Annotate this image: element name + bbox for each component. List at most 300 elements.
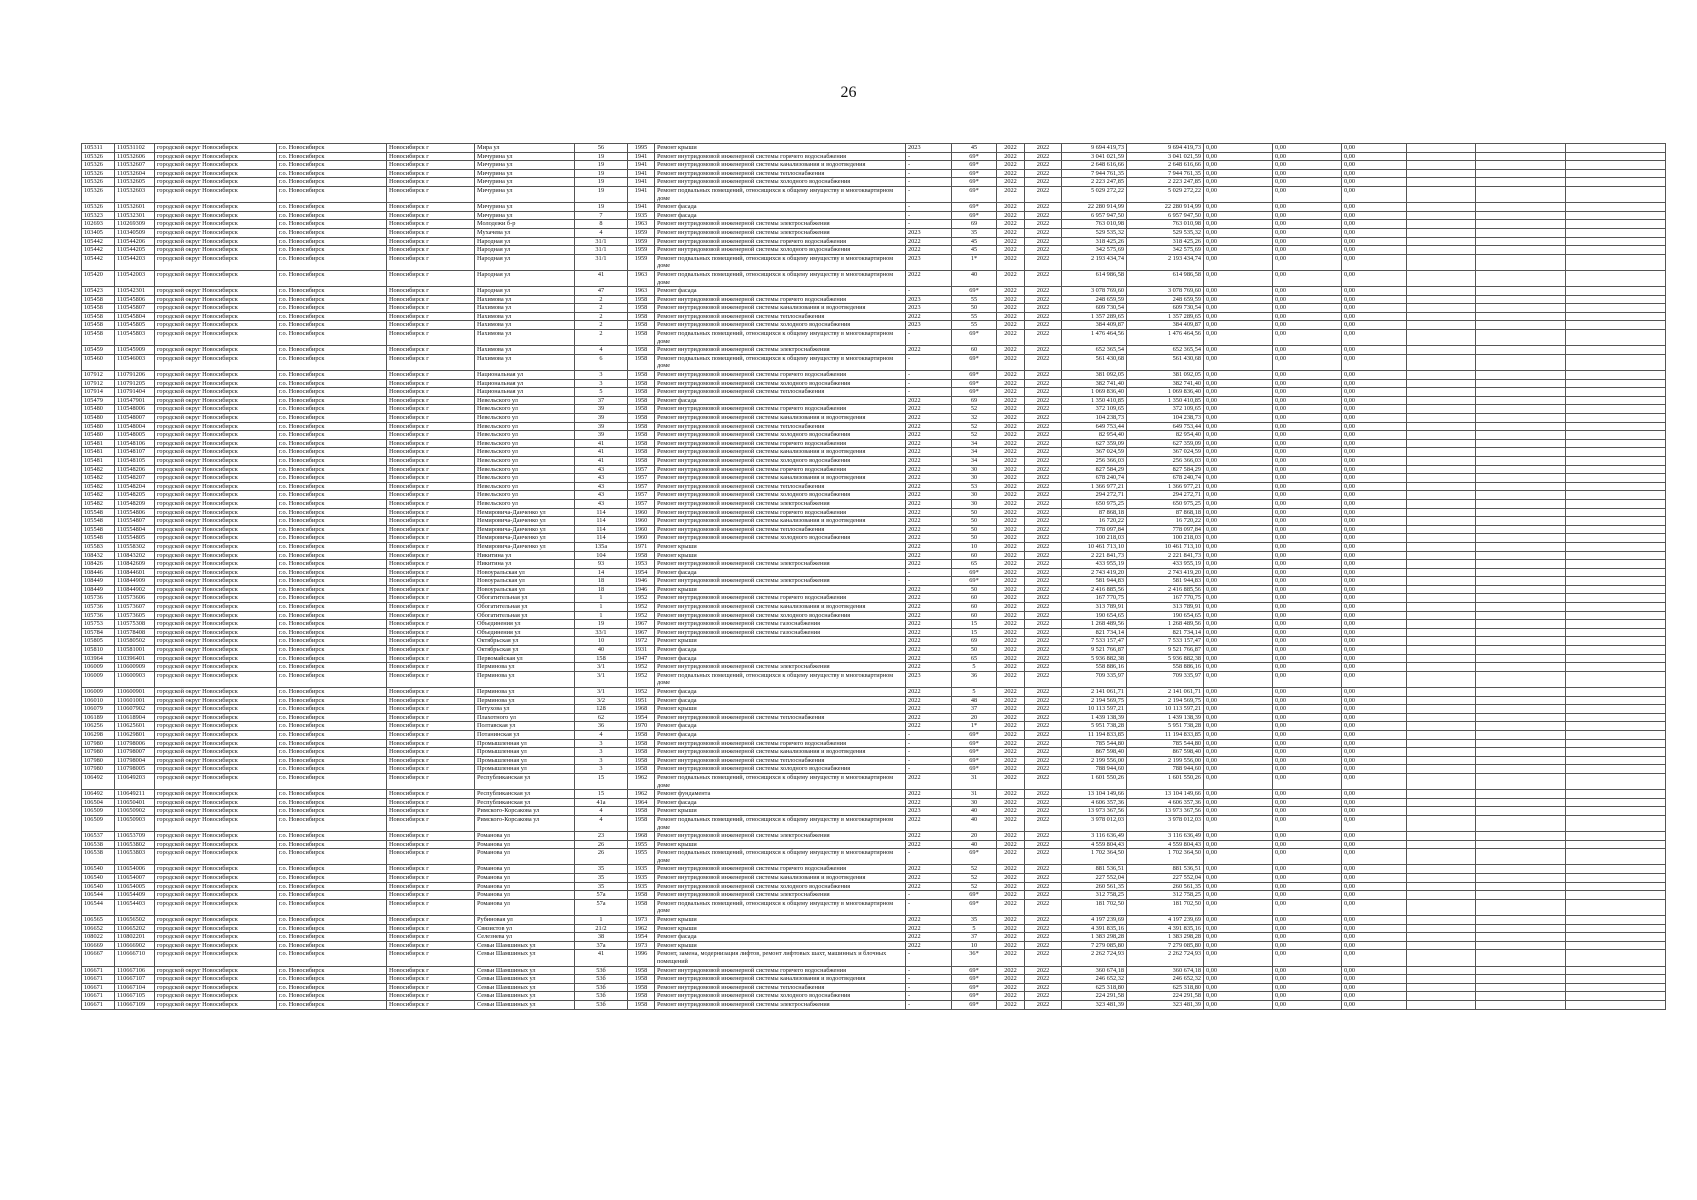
table-cell: Ремонт внутридомовой инженерной системы канализования и водоотведения [655,874,906,883]
table-cell: 2022 [906,499,952,508]
table-cell: Никитина ул [475,551,575,560]
table-cell: 0,00 [1273,465,1342,474]
table-cell: 2022 [1025,730,1062,739]
table-cell: 2022 [1025,508,1062,517]
table-cell: - [906,203,952,212]
table-cell: 1959 [628,228,655,237]
table-cell: 105326 [82,169,115,178]
table-cell: 105482 [82,491,115,500]
table-cell: 2022 [906,396,952,405]
table-cell: Новосибирск г [387,220,475,229]
table-cell: Новосибирск г [387,924,475,933]
table-cell: 110545805 [115,321,155,330]
table-cell: Ремонт внутридомовой инженерной системы горячего водоснабжения [655,966,906,975]
table-cell: 3 116 636,49 [1127,832,1204,841]
table-cell: г.о. Новосибирск [277,312,387,321]
table-cell: 0,00 [1204,577,1273,586]
table-cell: городской округ Новосибирск [155,671,277,687]
table-cell: 0,00 [1273,865,1342,874]
table-cell: 2022 [997,654,1025,663]
table-row [82,431,1666,440]
table-cell: 52 [952,431,997,440]
table-cell [1407,637,1476,646]
table-cell: 0,00 [1204,354,1273,370]
table-cell: 312 758,25 [1127,891,1204,900]
table-cell [1566,568,1666,577]
table-cell: 0,00 [1342,295,1407,304]
table-cell: Новосибирск г [387,950,475,966]
table-cell [1407,611,1476,620]
table-cell: 0,00 [1273,396,1342,405]
table-cell: 1957 [628,474,655,483]
table-cell: 2022 [997,815,1025,831]
table-cell: 2 [575,330,628,346]
table-cell: 69* [952,388,997,397]
table-cell [1476,975,1566,984]
table-cell: г.о. Новосибирск [277,924,387,933]
table-cell: 2022 [906,646,952,655]
table-cell: 0,00 [1204,916,1273,925]
table-cell: 2022 [1025,756,1062,765]
table-cell: Ремонт крыши [655,637,906,646]
table-cell: городской округ Новосибирск [155,371,277,380]
table-cell: Мичурина ул [475,211,575,220]
table-row [82,414,1666,423]
table-cell: Новосибирск г [387,748,475,757]
table-cell: 0,00 [1204,975,1273,984]
table-cell: 114 [575,508,628,517]
table-cell: г.о. Новосибирск [277,330,387,346]
table-cell: Ремонт подвальных помещений, относящихся к общему имуществу в многоквартирном доме [655,270,906,286]
table-cell: г.о. Новосибирск [277,482,387,491]
table-cell: 1 357 289,65 [1127,312,1204,321]
table-cell: 2022 [997,169,1025,178]
table-cell: 2022 [906,941,952,950]
table-cell: 105481 [82,448,115,457]
table-cell: 0,00 [1204,874,1273,883]
table-cell [1407,585,1476,594]
table-cell: 0,00 [1342,916,1407,925]
table-cell: 788 944,60 [1127,765,1204,774]
table-cell: городской округ Новосибирск [155,388,277,397]
table-cell: 37 [952,933,997,942]
table-cell: Новосибирск г [387,346,475,355]
table-cell: 103405 [82,228,115,237]
table-cell: 35 [952,228,997,237]
table-cell: 2022 [1025,439,1062,448]
table-cell: 0,00 [1273,603,1342,612]
table-cell: Ремонт подвальных помещений, относящихся к общему имуществу в многоквартирном доме [655,773,906,789]
table-cell: Ремонт внутридомовой инженерной системы электроснабжения [655,499,906,508]
table-cell: 0,00 [1273,840,1342,849]
table-cell: 4 391 835,16 [1062,924,1127,933]
table-cell: 1931 [628,646,655,655]
table-cell: 0,00 [1342,798,1407,807]
table-cell: 0,00 [1204,637,1273,646]
table-cell: 0,00 [1204,178,1273,187]
table-cell: 3 [575,756,628,765]
table-cell: 2022 [997,646,1025,655]
table-cell: 41 [575,448,628,457]
table-cell: городской округ Новосибирск [155,304,277,313]
table-cell: Новосибирск г [387,379,475,388]
table-cell: 0,00 [1273,237,1342,246]
table-cell: Новосибирск г [387,499,475,508]
table-cell: городской округ Новосибирск [155,722,277,731]
table-cell: 102693 [82,220,115,229]
table-cell: 110653803 [115,849,155,865]
table-cell: 2023 [906,144,952,153]
table-cell: 2023 [906,807,952,816]
table-cell: 0,00 [1273,388,1342,397]
table-cell: 0,00 [1342,748,1407,757]
table-cell [1407,1000,1476,1009]
table-row [82,169,1666,178]
table-cell: 0,00 [1273,211,1342,220]
table-cell: 2022 [1025,688,1062,697]
table-cell: 0,00 [1342,482,1407,491]
table-cell: 0,00 [1273,270,1342,286]
table-cell: Ремонт фасада [655,654,906,663]
table-cell: 2022 [906,705,952,714]
table-cell: 1958 [628,354,655,370]
table-cell: городской округ Новосибирск [155,865,277,874]
table-cell: 1 [575,916,628,925]
table-cell [1476,431,1566,440]
table-cell: 69* [952,568,997,577]
table-cell: Новосибирск г [387,551,475,560]
table-cell: 105460 [82,354,115,370]
table-cell [1407,354,1476,370]
table-cell: 110532301 [115,211,155,220]
table-cell: городской округ Новосибирск [155,321,277,330]
table-cell: 2022 [997,790,1025,799]
table-cell: 0,00 [1204,1000,1273,1009]
table-cell: 2022 [997,396,1025,405]
table-cell [1476,220,1566,229]
table-cell: 0,00 [1342,465,1407,474]
table-cell: Ремонт внутридомовой инженерной системы канализования и водоотведения [655,448,906,457]
table-cell: 2022 [1025,722,1062,731]
table-cell: 1 069 836,40 [1127,388,1204,397]
table-cell [1566,916,1666,925]
table-cell: 36 [575,722,628,731]
table-row [82,891,1666,900]
table-cell: 31 [952,773,997,789]
table-cell: 2022 [997,832,1025,841]
table-cell: г.о. Новосибирск [277,371,387,380]
table-cell: Обогатительная ул [475,594,575,603]
table-cell: городской округ Новосибирск [155,688,277,697]
table-cell: городской округ Новосибирск [155,924,277,933]
table-cell [1407,840,1476,849]
table-cell: 108022 [82,933,115,942]
table-cell: 0,00 [1273,688,1342,697]
table-cell: 2022 [997,924,1025,933]
table-cell [1566,773,1666,789]
table-cell: 0,00 [1204,448,1273,457]
table-cell: 1960 [628,508,655,517]
table-cell: 110581001 [115,646,155,655]
table-cell: 60 [952,611,997,620]
table-cell: Новосибирск г [387,874,475,883]
table-cell: - [906,899,952,915]
table-cell: г.о. Новосибирск [277,220,387,229]
table-cell: 105805 [82,637,115,646]
table-cell: Полтавская ул [475,722,575,731]
table-cell: 2022 [997,807,1025,816]
table-cell: городской округ Новосибирск [155,152,277,161]
table-cell: 1972 [628,637,655,646]
table-cell: 69* [952,161,997,170]
table-cell: 87 868,18 [1127,508,1204,517]
table-cell: городской округ Новосибирск [155,983,277,992]
table-cell: 649 753,44 [1062,422,1127,431]
table-cell: городской округ Новосибирск [155,220,277,229]
table-cell: 3/1 [575,663,628,672]
table-cell: Ремонт внутридомовой инженерной системы газоснабжения [655,620,906,629]
table-cell: 1935 [628,882,655,891]
table-cell: 649 753,44 [1127,422,1204,431]
table-cell [1566,534,1666,543]
table-cell [1566,849,1666,865]
table-cell: Народная ул [475,254,575,270]
table-cell: 0,00 [1204,465,1273,474]
table-cell: Немировича-Данченко ул [475,508,575,517]
table-cell: 2022 [906,815,952,831]
table-cell: 0,00 [1273,525,1342,534]
table-cell: городской округ Новосибирск [155,891,277,900]
table-cell: 60 [952,346,997,355]
table-cell: 0,00 [1204,722,1273,731]
table-cell: 3 078 769,60 [1127,287,1204,296]
table-cell [1407,773,1476,789]
table-cell: 106671 [82,975,115,984]
table-cell [1476,169,1566,178]
table-row [82,603,1666,612]
table-cell: 1963 [628,270,655,286]
table-cell: городской округ Новосибирск [155,525,277,534]
table-cell: 104 [575,551,628,560]
table-cell [1476,620,1566,629]
table-cell: 0,00 [1342,594,1407,603]
table-cell: Новосибирск г [387,983,475,992]
table-cell: 3/1 [575,671,628,687]
table-cell: 0,00 [1273,456,1342,465]
table-cell: городской округ Новосибирск [155,594,277,603]
table-cell: Ремонт фасада [655,203,906,212]
table-cell: 0,00 [1273,730,1342,739]
table-cell: 0,00 [1342,405,1407,414]
table-cell: 7 279 085,80 [1127,941,1204,950]
table-cell: Нахимова ул [475,346,575,355]
table-cell: городской округ Новосибирск [155,295,277,304]
table-cell [1407,807,1476,816]
table-cell: городской округ Новосибирск [155,950,277,966]
table-cell: Невельского ул [475,499,575,508]
table-cell: 2022 [1025,482,1062,491]
table-cell: городской округ Новосибирск [155,211,277,220]
table-cell: 108426 [82,560,115,569]
table-cell: Новосибирск г [387,646,475,655]
table-cell: 110532605 [115,178,155,187]
table-cell: 106538 [82,840,115,849]
table-cell: 2 194 569,75 [1127,696,1204,705]
table-cell [1407,551,1476,560]
table-cell: 2022 [1025,798,1062,807]
table-cell: 0,00 [1342,865,1407,874]
table-cell: 1958 [628,312,655,321]
table-cell [1476,983,1566,992]
table-cell: 105423 [82,287,115,296]
table-cell: 110649203 [115,773,155,789]
table-cell: Новосибирск г [387,228,475,237]
table-row [82,899,1666,915]
table-row [82,983,1666,992]
table-cell: Объединения ул [475,628,575,637]
table-cell: городской округ Новосибирск [155,422,277,431]
table-cell: Новосибирск г [387,603,475,612]
table-cell: 69* [952,169,997,178]
table-cell: Новосибирск г [387,933,475,942]
table-cell: 100 218,03 [1127,534,1204,543]
table-cell: 2022 [1025,832,1062,841]
table-cell: 0,00 [1273,663,1342,672]
table-cell [1476,456,1566,465]
table-cell: 1935 [628,211,655,220]
table-cell: 0,00 [1204,899,1273,915]
table-cell: 2022 [906,874,952,883]
table-cell [1476,312,1566,321]
table-cell: Ремонт крыши [655,542,906,551]
table-cell: г.о. Новосибирск [277,637,387,646]
table-cell: 2022 [1025,815,1062,831]
table-cell: 110798006 [115,739,155,748]
table-cell: г.о. Новосибирск [277,654,387,663]
table-cell: 0,00 [1204,287,1273,296]
table-cell: 0,00 [1342,346,1407,355]
table-cell: 0,00 [1204,568,1273,577]
table-cell: 2022 [997,270,1025,286]
table-cell: 0,00 [1342,765,1407,774]
table-cell: 0,00 [1342,637,1407,646]
table-cell: 7 [575,211,628,220]
table-cell: 1951 [628,696,655,705]
table-cell: городской округ Новосибирск [155,899,277,915]
table-cell: г.о. Новосибирск [277,688,387,697]
table-cell [1407,950,1476,966]
table-cell [1476,773,1566,789]
table-cell: 1958 [628,304,655,313]
table-cell [1566,941,1666,950]
table-cell: 2022 [1025,840,1062,849]
table-cell [1407,465,1476,474]
table-cell: Новосибирск г [387,456,475,465]
table-row [82,790,1666,799]
table-cell: 0,00 [1342,874,1407,883]
table-cell: Новосибирск г [387,152,475,161]
table-cell: 0,00 [1273,482,1342,491]
table-cell [1476,933,1566,942]
table-cell: 1962 [628,790,655,799]
table-cell [1407,916,1476,925]
table-cell: 69* [952,186,997,202]
table-cell: г.о. Новосибирск [277,983,387,992]
table-cell: 110650902 [115,807,155,816]
table-cell: Республиканская ул [475,773,575,789]
table-cell: 1 439 138,39 [1062,713,1127,722]
table-cell: Ремонт внутридомовой инженерной системы электроснабжения [655,577,906,586]
table-cell: 0,00 [1342,379,1407,388]
table-cell: 3 116 636,49 [1062,832,1127,841]
table-cell: 650 975,25 [1127,499,1204,508]
table-cell: 105784 [82,628,115,637]
table-cell [1566,405,1666,414]
table-cell: 1960 [628,517,655,526]
table-cell: Ремонт внутридомовой инженерной системы горячего водоснабжения [655,439,906,448]
table-cell: 0,00 [1273,739,1342,748]
table-cell: г.о. Новосибирск [277,396,387,405]
table-row [82,756,1666,765]
table-cell: 2022 [906,713,952,722]
table-cell [1566,790,1666,799]
table-cell: Новосибирск г [387,790,475,799]
table-cell [1566,422,1666,431]
table-cell [1476,748,1566,757]
table-cell: 2022 [906,560,952,569]
table-cell [1476,585,1566,594]
table-cell: 105458 [82,321,115,330]
table-cell: 0,00 [1204,456,1273,465]
table-cell: 614 986,58 [1127,270,1204,286]
table-cell: Ремонт внутридомовой инженерной системы холодного водоснабжения [655,534,906,543]
table-cell [1566,739,1666,748]
table-cell: Ремонт подвальных помещений, относящихся к общему имуществу в многоквартирном доме [655,354,906,370]
table-cell: 2022 [906,414,952,423]
table-cell: 0,00 [1342,169,1407,178]
table-cell: 2 221 841,73 [1127,551,1204,560]
table-cell: г.о. Новосибирск [277,916,387,925]
table-cell: 0,00 [1273,646,1342,655]
table-cell: 372 109,65 [1127,405,1204,414]
table-cell: 2022 [997,620,1025,629]
table-cell: городской округ Новосибирск [155,169,277,178]
table-cell: 0,00 [1204,713,1273,722]
table-row [82,203,1666,212]
table-cell: 0,00 [1273,354,1342,370]
table-cell: 433 955,19 [1127,560,1204,569]
table-cell: Мичурина ул [475,161,575,170]
table-cell: 1946 [628,577,655,586]
table-cell: 15 [952,620,997,629]
table-cell: 6 957 947,50 [1127,211,1204,220]
table-cell: 110548207 [115,474,155,483]
table-cell: 0,00 [1273,220,1342,229]
table-cell: 0,00 [1342,966,1407,975]
table-cell: г.о. Новосибирск [277,551,387,560]
table-cell: 529 535,32 [1062,228,1127,237]
table-row [82,840,1666,849]
table-cell: 0,00 [1342,270,1407,286]
table-cell: Национальная ул [475,388,575,397]
table-cell: Промышленная ул [475,739,575,748]
table-cell: городской округ Новосибирск [155,465,277,474]
table-cell: Новосибирск г [387,916,475,925]
table-cell: г.о. Новосибирск [277,765,387,774]
table-cell: Новосибирск г [387,798,475,807]
table-cell: городской округ Новосибирск [155,456,277,465]
table-cell: 45 [952,246,997,255]
